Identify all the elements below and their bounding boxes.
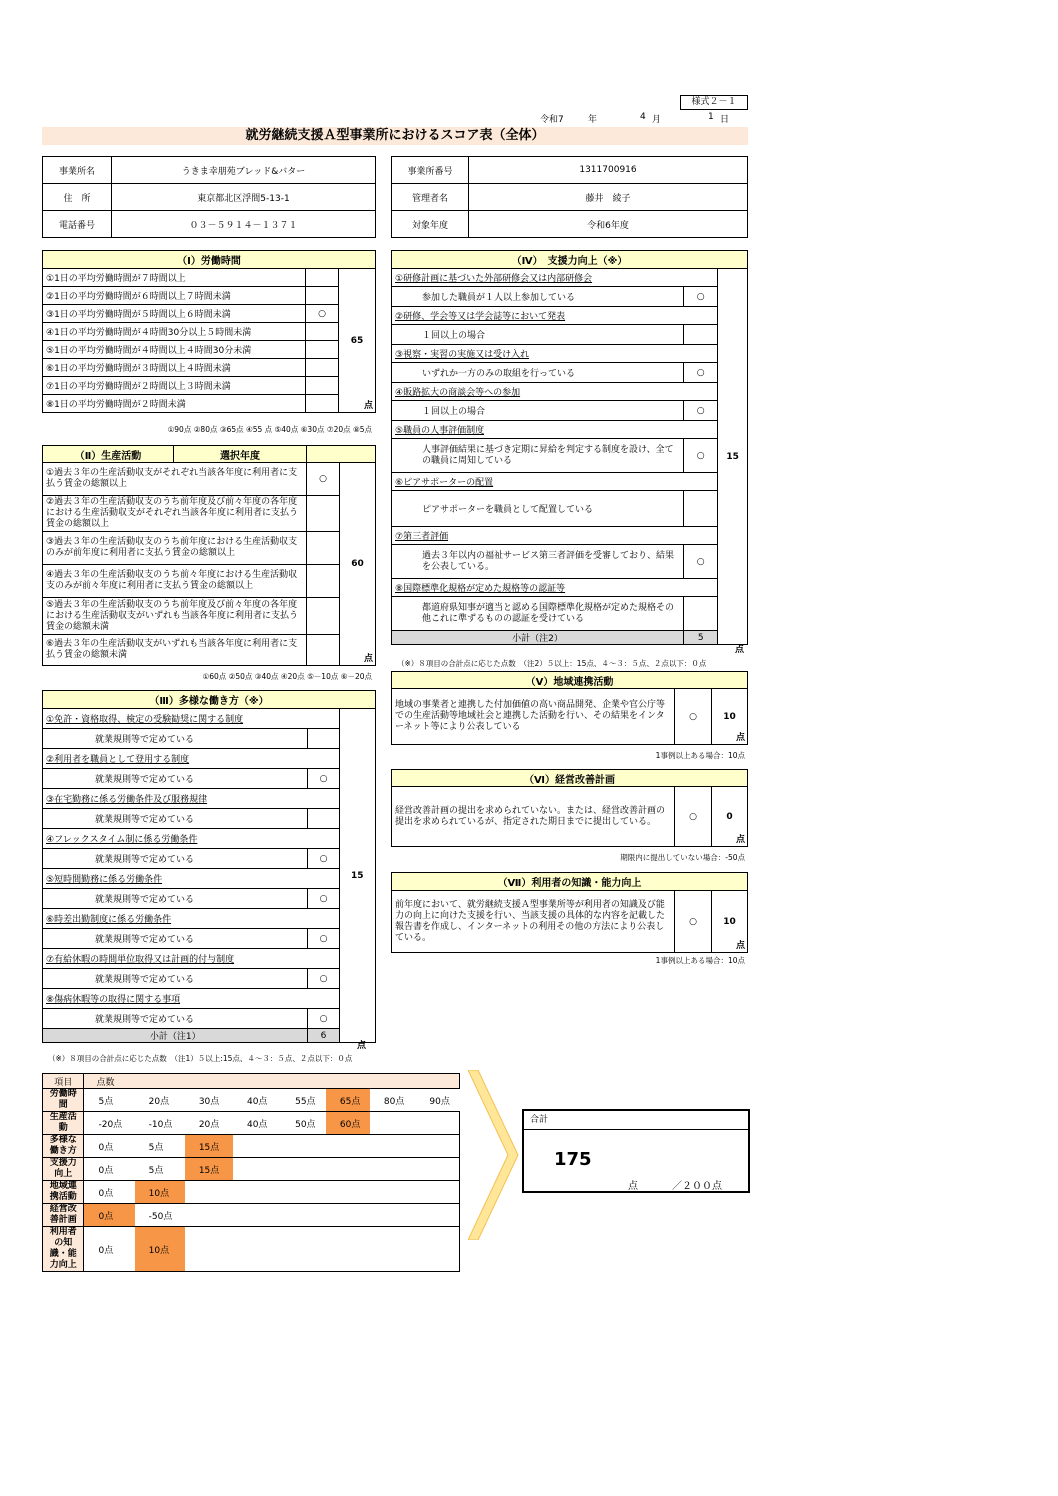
management-plan-mark[interactable]: ○ xyxy=(675,787,712,847)
work-hours-mark[interactable] xyxy=(306,323,339,341)
work-style-heading: ⑦有給休暇の時間単位取得又は計画的付与制度 xyxy=(43,949,340,969)
work-hours-item: ②1日の平均労働時間が６時間以上７時間未満 xyxy=(43,287,306,305)
address-label: 住 所 xyxy=(43,184,112,211)
points-cell: -20点 xyxy=(84,1112,135,1135)
date-month-unit: 月 xyxy=(652,115,662,125)
points-cell: -10点 xyxy=(135,1112,185,1135)
work-hours-mark[interactable] xyxy=(306,287,339,305)
production-mark[interactable] xyxy=(307,635,340,666)
support-mark[interactable] xyxy=(684,597,718,631)
section-support-capacity-title: （Ⅳ） 支援力向上（※） xyxy=(392,251,748,269)
points-empty-cell xyxy=(185,1181,460,1204)
points-empty-cell xyxy=(185,1204,460,1227)
work-styles-score: 15 xyxy=(351,870,364,881)
manager-label: 管理者名 xyxy=(392,184,469,211)
points-empty-cell xyxy=(185,1227,460,1272)
support-score: 15 xyxy=(726,451,739,462)
points-cell: 30点 xyxy=(185,1089,233,1112)
support-heading: ⑦第三者評価 xyxy=(392,527,718,545)
total-max: ／２００点 xyxy=(672,1181,722,1192)
section-regional xyxy=(391,671,748,745)
work-style-heading: ⑤短時間勤務に係る労働条件 xyxy=(43,869,340,889)
support-heading: ⑧国際標準化規格が定めた規格等の認証等 xyxy=(392,579,718,597)
phone-value: ０３－５９１４－１３７１ xyxy=(112,211,376,238)
work-hours-note: ①90点 ②80点 ③65点 ④55 点 ⑤40点 ⑥30点 ⑦20点 ⑧5点 xyxy=(167,425,372,434)
work-style-mark[interactable] xyxy=(308,809,339,829)
production-mark[interactable] xyxy=(307,565,340,598)
support-mark[interactable]: ○ xyxy=(684,545,718,579)
management-plan-score: 0 xyxy=(726,811,733,822)
support-item: ピアサポーターを職員として配置している xyxy=(392,491,684,527)
support-score-cell xyxy=(718,269,748,645)
regional-mark[interactable]: ○ xyxy=(675,689,712,745)
facility-number-label: 事業所番号 xyxy=(392,157,469,184)
production-mark[interactable]: ○ xyxy=(307,463,340,496)
work-styles-subtotal: 6 xyxy=(308,1029,339,1043)
management-plan-note: 期限内に提出していない場合：-50点 xyxy=(620,853,745,862)
date-day-unit: 日 xyxy=(720,115,730,125)
support-mark[interactable]: ○ xyxy=(684,363,718,383)
work-style-item: 就業規則等で定めている xyxy=(43,729,308,749)
points-cell: 5点 xyxy=(135,1135,185,1158)
points-cell: 80点 xyxy=(370,1089,416,1112)
work-hours-mark[interactable] xyxy=(306,377,339,395)
regional-unit: 点 xyxy=(735,733,745,743)
points-cell: -50点 xyxy=(135,1204,185,1227)
production-item: ⑤過去３年の生産活動収支のうち前年度及び前々年度の各年度における生産活動収支がいずれも当該各年度に利用者に支払う賃金の総額未満 xyxy=(43,598,307,635)
section-work-hours xyxy=(42,250,376,413)
total-label: 合計 xyxy=(524,1111,748,1130)
points-row xyxy=(43,1181,460,1204)
section-management-plan-title: （Ⅵ）経営改善計画 xyxy=(392,770,748,787)
work-hours-mark[interactable]: ○ xyxy=(306,305,339,323)
work-styles-score-cell xyxy=(339,709,375,1043)
management-plan-unit: 点 xyxy=(735,835,745,845)
production-item: ③過去３年の生産活動収支のうち前年度における生産活動収支のみが前年度に利用者に支払う賃金の総額以上 xyxy=(43,532,307,565)
date-day: 1 xyxy=(708,112,714,122)
work-hours-mark[interactable] xyxy=(306,395,339,413)
user-skills-text: 前年度において、就労継続支援Ａ型事業所等が利用者の知識及び能力の向上に向けた支援を行い、当該支援の具体的な内容を記載した報告書を作成し、インターネットの利用その他の方法により公表している。 xyxy=(392,891,675,953)
work-style-heading: ①免許・資格取得、検定の受験勧奨に関する制度 xyxy=(43,709,340,729)
total-unit: 点 xyxy=(628,1181,638,1192)
work-style-mark[interactable]: ○ xyxy=(308,889,339,909)
points-cell: 15点 xyxy=(185,1158,233,1181)
work-style-mark[interactable]: ○ xyxy=(308,1009,339,1029)
work-styles-subtotal-label: 小計（注1） xyxy=(43,1029,308,1043)
points-row-label: 多様な働き方 xyxy=(43,1135,84,1158)
production-unit: 点 xyxy=(363,654,373,664)
work-style-item: 就業規則等で定めている xyxy=(43,809,308,829)
production-item: ④過去３年の生産活動収支のうち前々年度における生産活動収支のみが前々年度に利用者に支払う賃金の総額以上 xyxy=(43,565,307,598)
points-row-label: 経営改善計画 xyxy=(43,1204,84,1227)
section-management-plan xyxy=(391,769,748,847)
points-row-label: 利用者の知識・能力向上 xyxy=(43,1227,84,1272)
points-cell: 10点 xyxy=(135,1181,185,1204)
work-style-item: 就業規則等で定めている xyxy=(43,889,308,909)
support-item: １回以上の場合 xyxy=(392,325,684,345)
points-cell: 5点 xyxy=(84,1089,135,1112)
work-hours-item: ③1日の平均労働時間が５時間以上６時間未満 xyxy=(43,305,306,323)
target-year-label: 対象年度 xyxy=(392,211,469,238)
date-year-unit: 年 xyxy=(588,115,598,125)
user-skills-unit: 点 xyxy=(735,941,745,951)
points-cell: 0点 xyxy=(84,1181,135,1204)
points-empty-cell xyxy=(233,1135,460,1158)
facility-name-label: 事業所名 xyxy=(43,157,112,184)
arrow-right-icon xyxy=(468,1070,520,1240)
section-production xyxy=(42,445,376,666)
points-row-label: 生産活動 xyxy=(43,1112,84,1135)
user-skills-note: 1事例以上ある場合：10点 xyxy=(655,956,745,965)
work-style-item: 就業規則等で定めている xyxy=(43,769,308,789)
work-hours-mark[interactable] xyxy=(306,341,339,359)
work-style-heading: ③在宅勤務に係る労働条件及び服務規律 xyxy=(43,789,340,809)
regional-score-cell xyxy=(712,689,748,745)
points-header-item: 項目 xyxy=(43,1074,84,1089)
support-item: 過去３年以内の福祉サービス第三者評価を受審しており、結果を公表している。 xyxy=(392,545,684,579)
support-item: いずれか一方のみの取組を行っている xyxy=(392,363,684,383)
work-hours-item: ⑥1日の平均労働時間が３時間以上４時間未満 xyxy=(43,359,306,377)
address-value: 東京都北区浮間5-13-1 xyxy=(112,184,376,211)
section-work-hours-title: （Ⅰ）労働時間 xyxy=(43,251,376,269)
points-row xyxy=(43,1112,460,1135)
production-score-cell xyxy=(340,463,376,666)
work-style-heading: ⑥時差出勤制度に係る労働条件 xyxy=(43,909,340,929)
work-style-heading: ④フレックスタイム制に係る労働条件 xyxy=(43,829,340,849)
support-subtotal-label: 小計（注2） xyxy=(392,631,684,645)
production-mark[interactable] xyxy=(307,532,340,565)
points-empty-cell xyxy=(370,1112,460,1135)
support-item: 参加した職員が１人以上参加している xyxy=(392,287,684,307)
work-styles-unit: 点 xyxy=(357,1041,367,1051)
points-cell: 55点 xyxy=(281,1089,326,1112)
points-row-label: 支援力向上 xyxy=(43,1158,84,1181)
work-styles-note: （※）８項目の合計点に応じた点数 （注1）５以上:15点、４～３：５点、２点以下：０点 xyxy=(48,1054,353,1063)
work-style-mark[interactable]: ○ xyxy=(308,929,339,949)
work-hours-item: ⑦1日の平均労働時間が２時間以上３時間未満 xyxy=(43,377,306,395)
work-style-item: 就業規則等で定めている xyxy=(43,969,308,989)
support-heading: ①研修計画に基づいた外部研修会又は内部研修会 xyxy=(392,269,718,287)
section-support-capacity xyxy=(391,250,748,645)
facility-number-value: 1311700916 xyxy=(469,157,748,184)
points-cell: 40点 xyxy=(233,1112,281,1135)
selected-year-label: 選択年度 xyxy=(174,446,307,463)
points-row xyxy=(43,1227,460,1272)
section-user-skills xyxy=(391,872,748,953)
total-value: 175 xyxy=(554,1149,592,1170)
section-work-styles-title: （Ⅲ）多様な働き方（※） xyxy=(43,691,376,709)
work-hours-item: ⑤1日の平均労働時間が４時間以上４時間30分未満 xyxy=(43,341,306,359)
support-mark[interactable]: ○ xyxy=(684,401,718,421)
phone-label: 電話番号 xyxy=(43,211,112,238)
support-note: （※）８項目の合計点に応じた点数 （注2）５以上：15点、４～３：５点、２点以下：０点 xyxy=(397,659,707,668)
points-row xyxy=(43,1204,460,1227)
points-cell: 0点 xyxy=(84,1135,135,1158)
support-heading: ⑥ピアサポーターの配置 xyxy=(392,473,718,491)
user-skills-mark[interactable]: ○ xyxy=(675,891,712,953)
points-empty-cell xyxy=(233,1158,460,1181)
section-regional-title: （Ⅴ）地域連携活動 xyxy=(392,672,748,689)
manager-value: 藤井 綾子 xyxy=(469,184,748,211)
support-heading: ③視察・実習の実施又は受け入れ xyxy=(392,345,718,363)
support-heading: ⑤職員の人事評価制度 xyxy=(392,421,718,439)
form-number: 様式２－１ xyxy=(680,95,748,110)
regional-text: 地域の事業者と連携した付加価値の高い商品開発、企業や官公庁等での生産活動等地域社会と連携した活動を行い、その結果をインターネット等により公表している xyxy=(392,689,675,745)
support-mark[interactable] xyxy=(684,325,718,345)
work-hours-score: 65 xyxy=(350,335,364,346)
points-cell: 60点 xyxy=(326,1112,370,1135)
production-score: 60 xyxy=(351,559,364,569)
user-skills-score-cell xyxy=(712,891,748,953)
production-mark[interactable] xyxy=(307,496,340,532)
support-item: １回以上の場合 xyxy=(392,401,684,421)
work-style-mark[interactable]: ○ xyxy=(308,769,339,789)
points-row xyxy=(43,1158,460,1181)
work-style-item: 就業規則等で定めている xyxy=(43,849,308,869)
points-cell: 0点 xyxy=(84,1227,135,1272)
work-hours-mark[interactable] xyxy=(306,359,339,377)
work-hours-item: ④1日の平均労働時間が４時間30分以上５時間未満 xyxy=(43,323,306,341)
work-hours-score-cell xyxy=(339,269,376,413)
points-cell: 20点 xyxy=(135,1089,185,1112)
user-skills-score: 10 xyxy=(723,916,736,927)
points-cell: 0点 xyxy=(84,1158,135,1181)
section-work-styles xyxy=(42,690,376,1043)
work-hours-unit: 点 xyxy=(363,401,373,411)
management-plan-text: 経営改善計画の提出を求められていない。または、経営改善計画の提出を求められているが、指定された期日までに提出している。 xyxy=(392,787,675,847)
work-style-heading: ⑧傷病休暇等の取得に関する事項 xyxy=(43,989,340,1009)
production-note: ①60点 ②50点 ③40点 ④20点 ⑤－10点 ⑥－20点 xyxy=(202,672,372,681)
points-cell: 65点 xyxy=(326,1089,370,1112)
support-item: 都道府県知事が適当と認める国際標準化規格が定めた規格その他これに準ずるものの認証を受けている xyxy=(392,597,684,631)
points-cell: 5点 xyxy=(135,1158,185,1181)
support-mark[interactable]: ○ xyxy=(684,287,718,307)
support-subtotal: 5 xyxy=(684,631,718,645)
support-heading: ②研修、学会等又は学会誌等において発表 xyxy=(392,307,718,325)
points-row-label: 地域連携活動 xyxy=(43,1181,84,1204)
points-cell: 15点 xyxy=(185,1135,233,1158)
total-box xyxy=(522,1109,750,1193)
points-table xyxy=(42,1073,460,1272)
support-mark[interactable] xyxy=(684,491,718,527)
points-cell: 0点 xyxy=(84,1204,135,1227)
target-year-value: 令和6年度 xyxy=(469,211,748,238)
work-hours-mark[interactable] xyxy=(306,269,339,287)
facility-info-left xyxy=(42,156,376,238)
section-user-skills-title: （Ⅶ）利用者の知識・能力向上 xyxy=(392,873,748,891)
production-item: ②過去３年の生産活動収支のうち前年度及び前々年度の各年度における生産活動収支がそれぞれ当該各年度に利用者に支払う賃金の総額以上 xyxy=(43,496,307,532)
points-cell: 20点 xyxy=(185,1112,233,1135)
support-mark[interactable]: ○ xyxy=(684,439,718,473)
points-cell: 50点 xyxy=(281,1112,326,1135)
points-cell: 10点 xyxy=(135,1227,185,1272)
work-hours-item: ①1日の平均労働時間が７時間以上 xyxy=(43,269,306,287)
management-plan-score-cell xyxy=(712,787,748,847)
work-style-item: 就業規則等で定めている xyxy=(43,1009,308,1029)
regional-note: 1事例以上ある場合：10点 xyxy=(655,751,745,760)
support-unit: 点 xyxy=(735,645,745,655)
regional-score: 10 xyxy=(723,711,736,722)
points-cell: 40点 xyxy=(233,1089,281,1112)
points-cell: 90点 xyxy=(415,1089,459,1112)
work-style-heading: ②利用者を職員として登用する制度 xyxy=(43,749,340,769)
production-item: ①過去３年の生産活動収支がそれぞれ当該各年度に利用者に支払う賃金の総額以上 xyxy=(43,463,307,496)
points-row xyxy=(43,1135,460,1158)
work-style-mark[interactable]: ○ xyxy=(308,969,339,989)
work-style-item: 就業規則等で定めている xyxy=(43,929,308,949)
support-item: 人事評価結果に基づき定期に昇給を判定する制度を設け、全ての職員に周知している xyxy=(392,439,684,473)
points-row xyxy=(43,1089,460,1112)
points-header-score: 点数 xyxy=(84,1074,460,1089)
page-title: 就労継続支援Ａ型事業所におけるスコア表（全体） xyxy=(42,127,748,145)
facility-info-right xyxy=(391,156,748,238)
support-heading: ④販路拡大の商談会等への参加 xyxy=(392,383,718,401)
production-mark[interactable] xyxy=(307,598,340,635)
work-style-mark[interactable] xyxy=(308,729,339,749)
points-row-label: 労働時間 xyxy=(43,1089,84,1112)
date-month: 4 xyxy=(640,112,646,122)
work-style-mark[interactable]: ○ xyxy=(308,849,339,869)
production-item: ⑥過去３年の生産活動収支がいずれも当該各年度に利用者に支払う賃金の総額未満 xyxy=(43,635,307,666)
section-production-title: （Ⅱ）生産活動 xyxy=(43,446,174,463)
facility-name-value: うきま幸朋苑ブレッド&バター xyxy=(112,157,376,184)
work-hours-item: ⑧1日の平均労働時間が２時間未満 xyxy=(43,395,306,413)
date-era-year: 令和7 xyxy=(540,115,564,125)
